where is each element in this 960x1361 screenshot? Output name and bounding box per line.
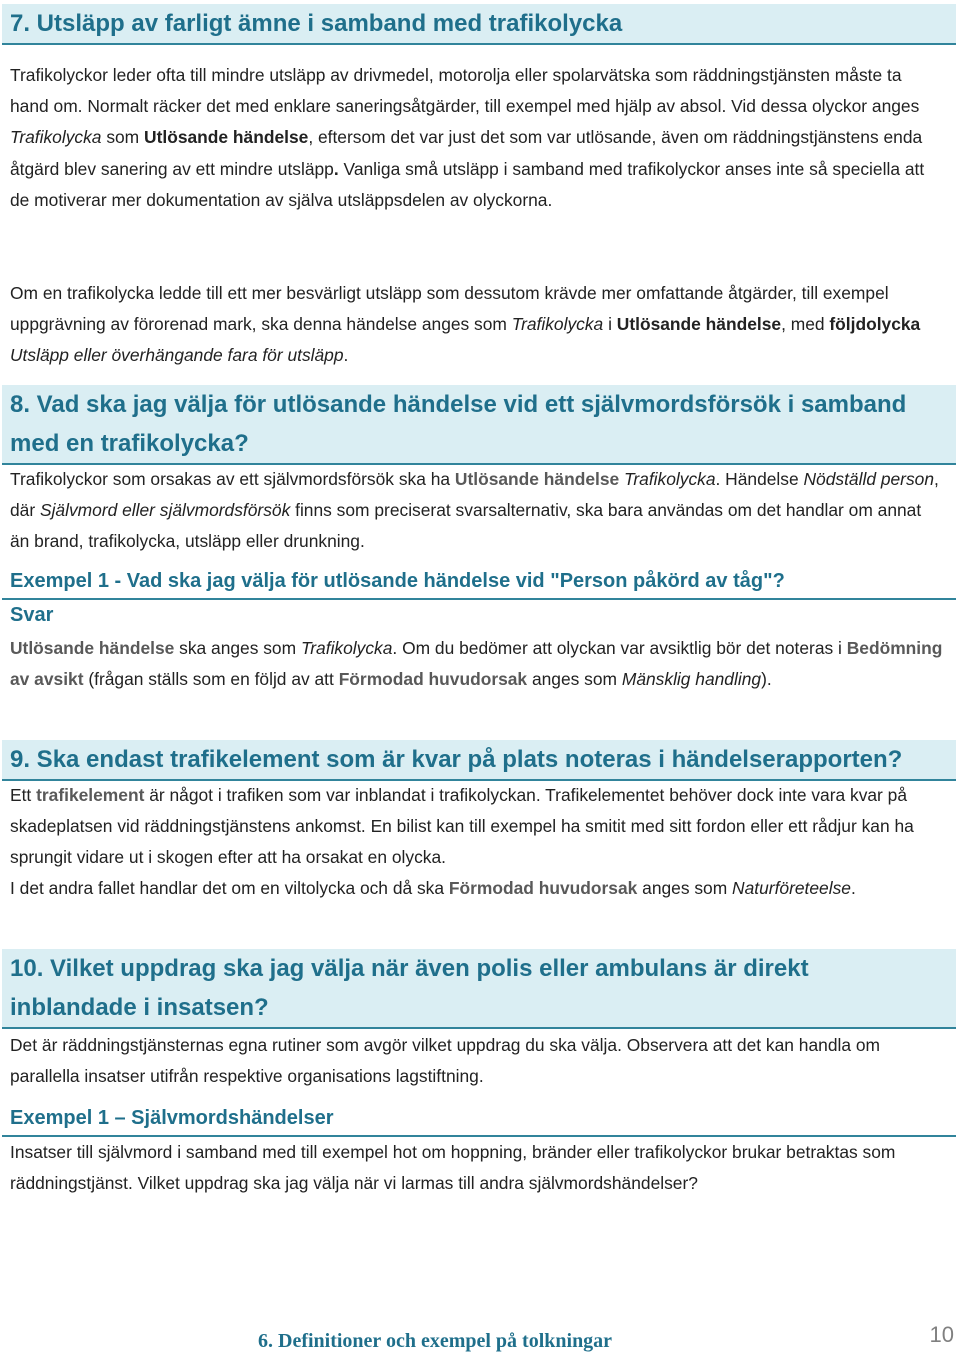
answer-label: Svar [10, 604, 54, 626]
section-8-heading [2, 385, 956, 465]
section-8-example-heading: Exempel 1 - Vad ska jag välja för utlösande händelse vid "Person påkörd av tåg"? [2, 565, 956, 600]
section-7-heading: 7. Utsläpp av farligt ämne i samband med trafikolycka [2, 4, 956, 45]
section-10-heading [2, 949, 956, 1029]
section-8-heading-line-2: med en trafikolycka? [10, 430, 249, 457]
section-7-paragraph-2: Om en trafikolycka ledde till ett mer besvärligt utsläpp som dessutom krävde mer omfattande åtgärder, till exempel uppgrävning av förorenad mark, ska denna händelse anges som Trafikolycka i Utlösande händelse, med följdolycka Utsläpp eller överhängande fara för utsläpp. [10, 283, 921, 366]
section-7-paragraph-1: Trafikolyckor leder ofta till mindre utsläpp av drivmedel, motorolja eller spolarvätska som räddningstjänsten måste ta hand om. Normalt räcker det med enklare saneringsåtgärder, till exempel med hjälp av absol. Vid dessa olyckor anges Trafikolycka som Utlösande händelse, eftersom det var just det som var utlösande, även om räddningstjänstens enda åtgärd blev sanering av ett mindre utsläpp. Vanliga små utsläpp i samband med trafikolyckor anses inte så speciella att de motiverar mer dokumentation av själva utsläppsdelen av olyckorna. [10, 65, 925, 210]
page-number: 10 [929, 1322, 954, 1347]
section-8-answer: Utlösande händelse ska anges som Trafikolycka. Om du bedömer att olyckan var avsiktlig bör det noteras i Bedömning av avsikt (frågan ställs som en följd av att Förmodad huvudorsak anges som Mänsklig handling). [10, 638, 943, 690]
section-8-heading-line-1: 8. Vad ska jag välja för utlösande händelse vid ett självmordsförsök i samband [10, 391, 907, 418]
section-10-heading-line-2: inblandade i insatsen? [10, 994, 269, 1021]
section-9-paragraph-1: Ett trafikelement är något i trafiken som var inblandat i trafikolyckan. Trafikelementet behöver dock inte vara kvar på skadeplatsen vid räddningstjänstens ankomst. En bilist kan till exempel ha smitit med sitt fordon eller ett rådjur kan ha sprungit vidare ut i skogen efter att ha orsakat en olycka. [10, 785, 914, 868]
section-10-paragraph-2: Insatser till självmord i samband med till exempel hot om hoppning, bränder eller trafikolyckor brukar betraktas som räddningstjänst. Vilket uppdrag ska jag välja när vi larmas till andra självmordshändelser? [10, 1142, 896, 1194]
section-9-paragraph-2: I det andra fallet handlar det om en viltolycka och då ska Förmodad huvudorsak anges som Naturföreteelse. [10, 878, 856, 898]
section-10-heading-line-1: 10. Vilket uppdrag ska jag välja när även polis eller ambulans är direkt [10, 955, 809, 982]
section-9-heading: 9. Ska endast trafikelement som är kvar på plats noteras i händelserapporten? [2, 740, 956, 781]
section-10-paragraph-1: Det är räddningstjänsternas egna rutiner som avgör vilket uppdrag du ska välja. Observera att det kan handla om parallella insatser utifrån respektive organisations lagstiftning. [10, 1035, 881, 1087]
footer-chapter-title: 6. Definitioner och exempel på tolkningar [258, 1330, 613, 1352]
section-8-paragraph-1: Trafikolyckor som orsakas av ett självmordsförsök ska ha Utlösande händelse Trafikolycka. Händelse Nödställd person, där Självmord eller självmordsförsök finns som preciserat svarsalternativ, ska bara användas om det handlar om annat än brand, trafikolycka, utsläpp eller drunkning. [10, 469, 939, 552]
section-10-example-heading: Exempel 1 – Självmordshändelser [2, 1102, 956, 1137]
